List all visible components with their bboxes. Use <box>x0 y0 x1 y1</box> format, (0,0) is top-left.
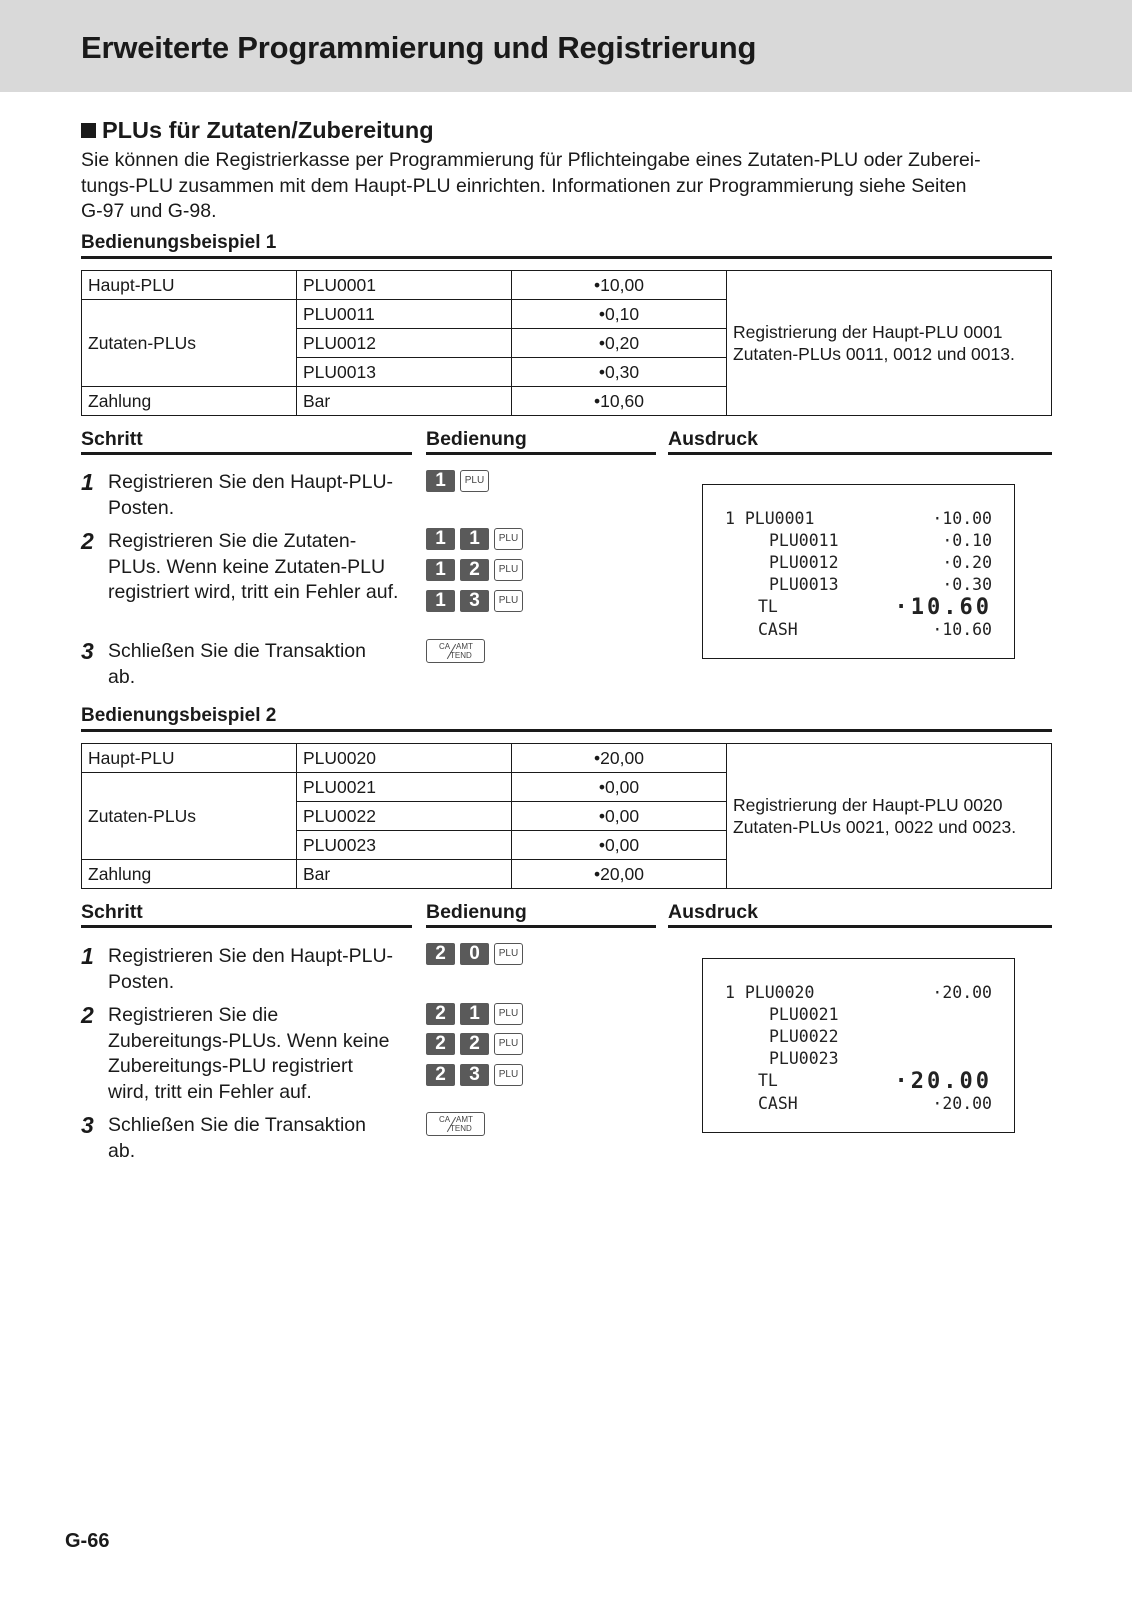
column-heading-operation: Bedienung <box>426 901 656 928</box>
table-cell: •0,10 <box>512 300 727 329</box>
table-cell: Haupt-PLU <box>82 271 297 300</box>
table-cell: •20,00 <box>512 744 727 773</box>
plu-key[interactable]: PLU <box>494 1064 523 1086</box>
receipt-right: ·10.00 <box>932 509 992 528</box>
intro-line: G-97 und G-98. <box>81 200 217 222</box>
square-bullet-icon <box>81 123 96 138</box>
receipt-left: PLU0013 <box>769 575 839 594</box>
receipt-right: ·10.60 <box>932 620 992 639</box>
receipt-right: ·0.20 <box>942 553 992 572</box>
table-cell: •0,20 <box>512 329 727 358</box>
column-heading-operation: Bedienung <box>426 428 656 455</box>
number-key[interactable]: 2 <box>426 1033 455 1055</box>
number-key[interactable]: 1 <box>426 528 455 550</box>
table-cell: •0,00 <box>512 831 727 860</box>
section-title <box>81 117 434 144</box>
step-number: 3 <box>81 1112 94 1138</box>
ca-tend-key[interactable] <box>426 1112 485 1136</box>
column-heading-printout: Ausdruck <box>668 901 1052 928</box>
number-key[interactable]: 3 <box>460 590 489 612</box>
plu-key[interactable]: PLU <box>460 470 489 492</box>
number-key[interactable]: 2 <box>426 1003 455 1025</box>
key-sequence <box>426 528 523 550</box>
receipt-right: ·0.10 <box>942 531 992 550</box>
intro-paragraph <box>81 148 1061 225</box>
step-2 <box>81 529 421 606</box>
table-cell: •0,00 <box>512 802 727 831</box>
step-text: Registrieren Sie den Haupt-PLU-Posten. <box>108 945 394 993</box>
example2-table <box>81 743 1052 889</box>
table-cell: •0,30 <box>512 358 727 387</box>
table-cell: PLU0011 <box>297 300 512 329</box>
intro-line: Sie können die Registrierkasse per Programmierung für Pflichteingabe eines Zutaten-PLU oder Zuberei- <box>81 149 981 171</box>
note-line: Zutaten-PLUs 0021, 0022 und 0023. <box>733 817 1017 837</box>
receipt-line <box>703 1094 1014 1116</box>
receipt-line <box>703 1005 1014 1027</box>
number-key[interactable]: 0 <box>460 943 489 965</box>
note-line: Zutaten-PLUs 0011, 0012 und 0013. <box>733 344 1015 364</box>
key-sequence <box>426 559 523 581</box>
number-key[interactable]: 2 <box>426 943 455 965</box>
plu-key[interactable]: PLU <box>494 559 523 581</box>
table-cell: Zahlung <box>82 387 297 416</box>
step-number: 1 <box>81 469 94 495</box>
key-sequence <box>426 1033 523 1055</box>
step-text: Registrieren Sie die Zutaten-PLUs. Wenn keine Zutaten-PLU registriert wird, tritt ein Fehler auf. <box>108 530 399 603</box>
receipt-left: 1 PLU0020 <box>725 983 815 1002</box>
table-cell: •10,00 <box>512 271 727 300</box>
table-cell: •0,00 <box>512 773 727 802</box>
receipt-line <box>703 620 1014 642</box>
table-note-cell <box>727 744 1052 889</box>
table-cell: Zahlung <box>82 860 297 889</box>
receipt-right: ·20.00 <box>894 1069 992 1094</box>
receipt-left: PLU0023 <box>769 1049 839 1068</box>
step-text: Registrieren Sie die Zubereitungs-PLUs. Wenn keine Zubereitungs-PLU registriert wird, tritt ein Fehler auf. <box>108 1004 390 1103</box>
receipt-line <box>703 595 1014 620</box>
note-line: Registrierung der Haupt-PLU 0001 <box>733 322 1003 342</box>
step-3 <box>81 639 421 690</box>
example1-heading: Bedienungsbeispiel 1 <box>81 232 1052 259</box>
receipt-right: ·20.00 <box>932 1094 992 1113</box>
number-key[interactable]: 1 <box>426 470 455 492</box>
table-cell: Zutaten-PLUs <box>82 773 297 860</box>
receipt-printout <box>702 484 1015 659</box>
number-key[interactable]: 3 <box>460 1064 489 1086</box>
step-1 <box>81 944 421 995</box>
receipt-line <box>703 553 1014 575</box>
receipt-right: ·20.00 <box>932 983 992 1002</box>
step-3 <box>81 1113 421 1164</box>
plu-key[interactable]: PLU <box>494 528 523 550</box>
number-key[interactable]: 1 <box>460 528 489 550</box>
note-line: Registrierung der Haupt-PLU 0020 <box>733 795 1003 815</box>
example1-table <box>81 270 1052 416</box>
table-cell: Bar <box>297 860 512 889</box>
table-cell: •10,60 <box>512 387 727 416</box>
receipt-right: ·0.30 <box>942 575 992 594</box>
receipt-left: PLU0012 <box>769 553 839 572</box>
number-key[interactable]: 1 <box>460 1003 489 1025</box>
key-label: CA <box>439 642 451 651</box>
receipt-left: 1 PLU0001 <box>725 509 815 528</box>
key-label: AMT <box>456 1115 473 1124</box>
table-cell: Bar <box>297 387 512 416</box>
table-cell: PLU0021 <box>297 773 512 802</box>
step-number: 2 <box>81 528 94 554</box>
table-row <box>82 744 1052 773</box>
table-note-cell <box>727 271 1052 416</box>
page-number: G-66 <box>65 1530 110 1552</box>
table-row <box>82 271 1052 300</box>
key-label: TEND <box>450 1124 472 1133</box>
example2-heading: Bedienungsbeispiel 2 <box>81 705 1052 732</box>
key-sequence <box>426 1064 523 1086</box>
receipt-left: PLU0011 <box>769 531 839 550</box>
number-key[interactable]: 1 <box>426 590 455 612</box>
receipt-line <box>703 509 1014 531</box>
column-heading-step: Schritt <box>81 428 412 455</box>
intro-line: tungs-PLU zusammen mit dem Haupt-PLU einrichten. Informationen zur Programmierung siehe Seiten <box>81 174 967 197</box>
number-key[interactable]: 2 <box>460 1033 489 1055</box>
receipt-left: TL <box>758 1071 778 1090</box>
step-text: Schließen Sie die Transaktion ab. <box>108 640 366 688</box>
plu-key[interactable]: PLU <box>494 943 523 965</box>
key-label: AMT <box>456 642 473 651</box>
step-1 <box>81 470 421 521</box>
receipt-printout <box>702 958 1015 1133</box>
step-text: Registrieren Sie den Haupt-PLU-Posten. <box>108 471 394 519</box>
key-sequence <box>426 470 489 492</box>
step-number: 1 <box>81 943 94 969</box>
column-heading-printout: Ausdruck <box>668 428 1052 455</box>
table-cell: •20,00 <box>512 860 727 889</box>
receipt-left: PLU0022 <box>769 1027 839 1046</box>
step-number: 3 <box>81 638 94 664</box>
receipt-line <box>703 1069 1014 1094</box>
table-cell: PLU0020 <box>297 744 512 773</box>
column-heading-step: Schritt <box>81 901 412 928</box>
receipt-left: TL <box>758 597 778 616</box>
plu-key[interactable]: PLU <box>494 1033 523 1055</box>
key-sequence <box>426 943 523 965</box>
page-title: Erweiterte Programmierung und Registrierung <box>81 30 757 65</box>
step-text: Schließen Sie die Transaktion ab. <box>108 1114 366 1162</box>
table-cell: PLU0022 <box>297 802 512 831</box>
table-cell: PLU0012 <box>297 329 512 358</box>
receipt-line <box>703 983 1014 1005</box>
receipt-line <box>703 1027 1014 1049</box>
number-key[interactable]: 1 <box>426 559 455 581</box>
receipt-line <box>703 575 1014 597</box>
receipt-left: PLU0021 <box>769 1005 839 1024</box>
key-label: TEND <box>450 651 472 660</box>
receipt-left: CASH <box>758 1094 798 1113</box>
ca-tend-key[interactable] <box>426 639 485 663</box>
receipt-left: CASH <box>758 620 798 639</box>
key-sequence <box>426 590 523 612</box>
table-cell: PLU0013 <box>297 358 512 387</box>
receipt-right: ·10.60 <box>894 595 992 620</box>
key-label: CA <box>439 1115 451 1124</box>
table-cell: Haupt-PLU <box>82 744 297 773</box>
section-title-text: PLUs für Zutaten/Zubereitung <box>102 117 434 143</box>
receipt-line <box>703 1049 1014 1071</box>
table-cell: PLU0001 <box>297 271 512 300</box>
number-key[interactable]: 2 <box>460 559 489 581</box>
plu-key[interactable]: PLU <box>494 1003 523 1025</box>
number-key[interactable]: 2 <box>426 1064 455 1086</box>
key-sequence <box>426 1003 523 1025</box>
step-2 <box>81 1003 421 1105</box>
table-cell: PLU0023 <box>297 831 512 860</box>
step-number: 2 <box>81 1002 94 1028</box>
table-cell: Zutaten-PLUs <box>82 300 297 387</box>
receipt-line <box>703 531 1014 553</box>
plu-key[interactable]: PLU <box>494 590 523 612</box>
